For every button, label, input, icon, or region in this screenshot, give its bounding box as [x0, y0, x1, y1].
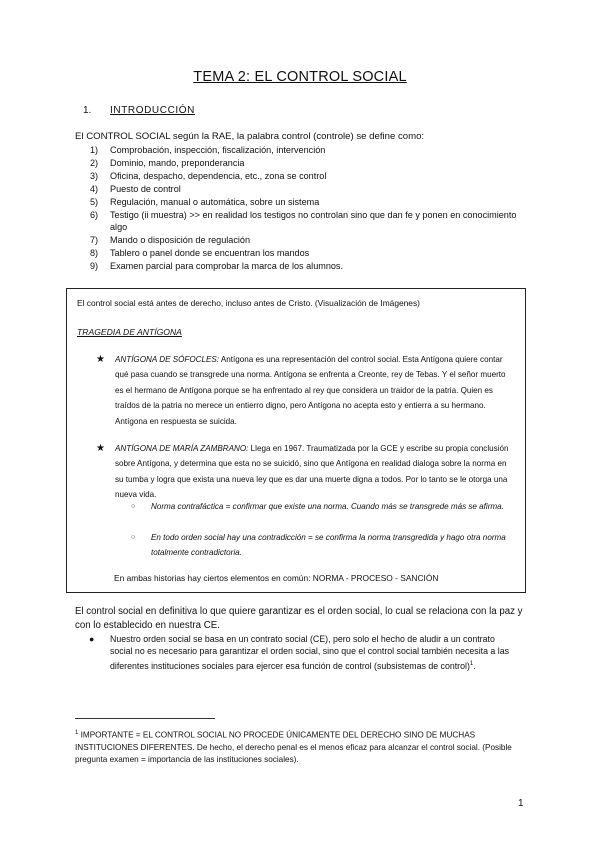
list-item: 8) Tablero o panel donde se encuentran los mandos: [90, 248, 310, 259]
box-heading: TRAGEDIA DE ANTÍGONA: [77, 327, 182, 337]
section-heading: [83, 105, 195, 116]
list-item: 6) Testigo (ii muestra) >> en realidad los testigos no controlan sino que dan fe y ponen en conocimiento algo: [90, 209, 517, 233]
page-number: 1: [518, 798, 524, 809]
list-item: 9) Examen parcial para comprobar la marca de los alumnos.: [90, 261, 344, 272]
footnote-ref[interactable]: 1: [469, 660, 474, 667]
section-number: 1.: [83, 105, 92, 116]
list-item: 3) Oficina, despacho, dependencia, etc., zona se control: [90, 170, 327, 181]
sub-bullet-contrafactica: ○ Norma contrafáctica = confirmar que existe una norma. Cuando más se transgrede más se afirma.: [131, 499, 516, 514]
star-icon: ★: [96, 354, 105, 365]
list-item: 4) Puesto de control: [90, 183, 181, 194]
box-intro: El control social está antes de derecho, incluso antes de Cristo. (Visualización de Imágenes): [77, 298, 420, 308]
paragraph-orden-social: El control social en definitiva lo que quiere garantizar es el orden social, lo cual se relaciona con la paz y con lo establecido en nuestra CE.: [75, 606, 523, 631]
box-closing: En ambas historias hay ciertos elementos en común: NORMA - PROCESO - SANCIÓN: [114, 573, 439, 583]
definitions-list: [90, 144, 520, 273]
footnote: $^1$ IMPORTANTE = EL CONTROL SOCIAL NO PROCEDE ÚNICAMENTE DEL DERECHO SINO DE MUCHAS INSTITUCIONES DIFERENTES. De hecho, el derecho penal es el menos eficaz para alcanzar el control social. (Posible pregunta examen = importancia de las instituciones sociales).: [75, 730, 512, 765]
star-icon: ★: [96, 443, 105, 454]
bullet-zambrano: ★ ANTÍGONA DE MARÍA ZAMBRANO: Llega en 1967. Traumatizada por la GCE y escribe su propia conclusión sobre Antígona, y determina que esta no se suicidó, sino que Antígona en realidad dialoga sobre la norma en su tumba y logra que exista una nueva ley que es dar una muerte digna a todos. Por lo tanto se le otorga una nueva vida.: [96, 443, 509, 500]
circle-bullet-icon: ○: [131, 503, 136, 510]
section-label: INTRODUCCIÓN: [110, 105, 195, 116]
list-item: 1) Comprobación, inspección, fiscalización, intervención: [90, 145, 326, 155]
circle-bullet-icon: ○: [131, 534, 136, 541]
list-item: 2) Dominio, mando, preponderancia: [90, 157, 245, 168]
bullet-sofocles: ★ ANTÍGONA DE SÓFOCLES: Antígona es una representación del control social. Esta Antígona quiere contar qué pasa cuando se transgrede una norma. Antígona se enfrenta a Creonte, rey de Tebas. Y el señor muerto es el hermano de Antígona porque se ha enfrentado al rey que considera un traidor de la patria. Quien es traídos de la patria no merece un entierro digno, pero Antígona no acepta esto y entierra a su hermano. Antígona en respuesta se suicida.: [96, 354, 506, 426]
list-item: 7) Mando o disposición de regulación: [90, 235, 251, 246]
footnote-divider: [75, 718, 215, 719]
bullet-contrato-social: ● Nuestro orden social se basa en un contrato social (CE), pero solo el hecho de aludir a un contrato social no es necesario para garantizar el orden social, sino que el control social también necesita a las diferentes instituciones sociales para ejercer esa función de control (subsistemas de control)$^1$.: [89, 634, 510, 671]
page-title: TEMA 2: EL CONTROL SOCIAL: [193, 69, 407, 85]
list-item: 5) Regulación, manual o automática, sobre un sistema: [90, 196, 320, 207]
bullet-dot-icon: ●: [89, 634, 95, 644]
sub-bullet-contradiccion: ○ En todo orden social hay una contradicción = se confirma la norma transgredida y hago otra norma totalmente contradictoria.: [131, 530, 516, 561]
intro-text: El CONTROL SOCIAL según la RAE, la palabra control (controle) se define como:: [75, 131, 425, 142]
antigona-box: [66, 288, 526, 593]
